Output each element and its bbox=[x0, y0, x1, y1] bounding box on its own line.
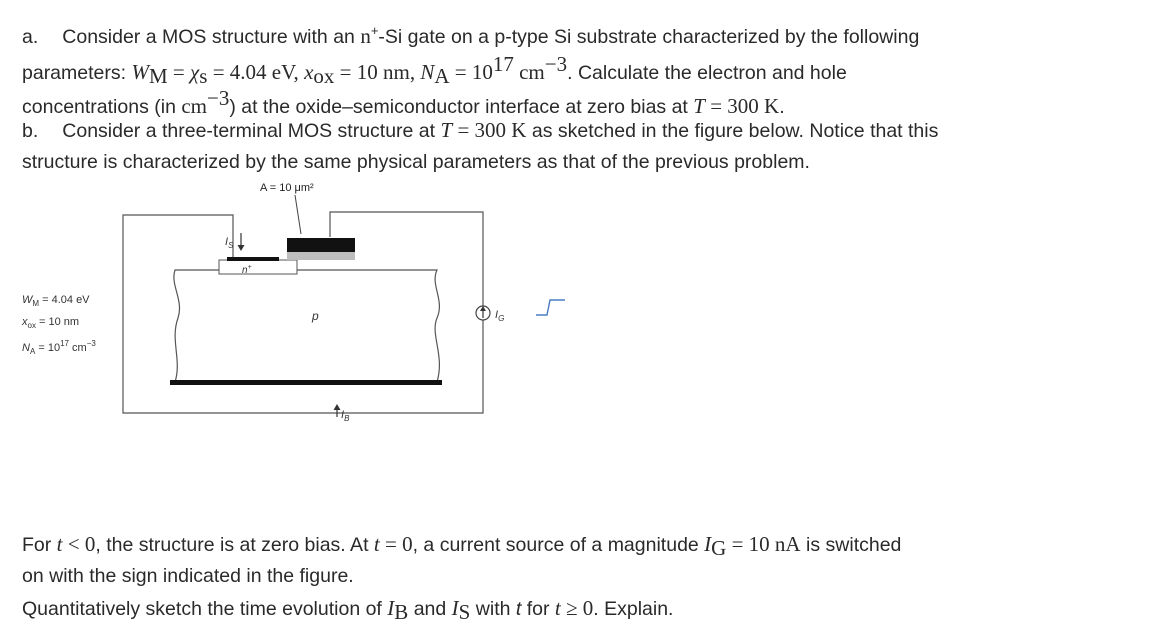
area-pointer bbox=[295, 195, 301, 234]
ib-label: $I_B$ bbox=[341, 409, 350, 423]
source-contact bbox=[227, 257, 279, 261]
part-a-line-3: concentrations (in $cm^{-3}$) at the oxide–semiconductor interface at zero bias at T = 300 K. bbox=[22, 86, 785, 118]
back-contact bbox=[170, 380, 442, 385]
gate-electrode bbox=[287, 238, 355, 252]
n-plus-region bbox=[219, 260, 297, 274]
param-na: $N_A = 10^{17}$ $cm^{-3}$ bbox=[22, 339, 96, 356]
gate-oxide bbox=[287, 252, 355, 260]
bottom-line-2: on with the sign indicated in the figure. bbox=[22, 565, 354, 587]
p-label: p bbox=[312, 309, 319, 323]
part-a-line-1: a. Consider a MOS structure with an n+-Si gate on a p-type Si substrate characterized by the following bbox=[22, 23, 920, 48]
ig-label: $I_G$ bbox=[495, 309, 505, 323]
area-label: A = 10 μm² bbox=[260, 182, 314, 194]
bottom-line-3: Quantitatively sketch the time evolution of $I_B$ and $I_S$ with t for t ≥ 0. Explain. bbox=[22, 596, 674, 624]
is-arrowhead bbox=[238, 245, 245, 251]
n-plus-label: n+ bbox=[242, 264, 252, 276]
param-xox: $x_{ox} = 10$ nm bbox=[22, 316, 80, 330]
p-substrate bbox=[174, 270, 440, 382]
step-waveform-icon bbox=[536, 300, 565, 315]
part-b-line-2: structure is characterized by the same physical parameters as that of the previous problem. bbox=[22, 151, 810, 173]
param-wm: $W_M = 4.04$ eV bbox=[22, 294, 90, 308]
part-a-line-2: parameters: $W_M = \chi_s = 4.04$ eV, $x_{ox} = 10$ nm, $N_A = 10^{17}$ $cm^{-3}$. Calculate the electron and hole bbox=[22, 52, 847, 88]
ib-arrowhead bbox=[334, 404, 341, 410]
part-b-label: b. bbox=[22, 120, 39, 142]
is-label: $I_S$ bbox=[225, 236, 234, 250]
part-a-label: a. bbox=[22, 26, 39, 48]
bottom-line-1: For t < 0, the structure is at zero bias. At t = 0, a current source of a magnitude $I_G = 10$ nA is switched bbox=[22, 532, 902, 560]
part-b-line-1: b. Consider a three-terminal MOS structure at T = 300 K as sketched in the figure below. Notice that this bbox=[22, 118, 939, 142]
